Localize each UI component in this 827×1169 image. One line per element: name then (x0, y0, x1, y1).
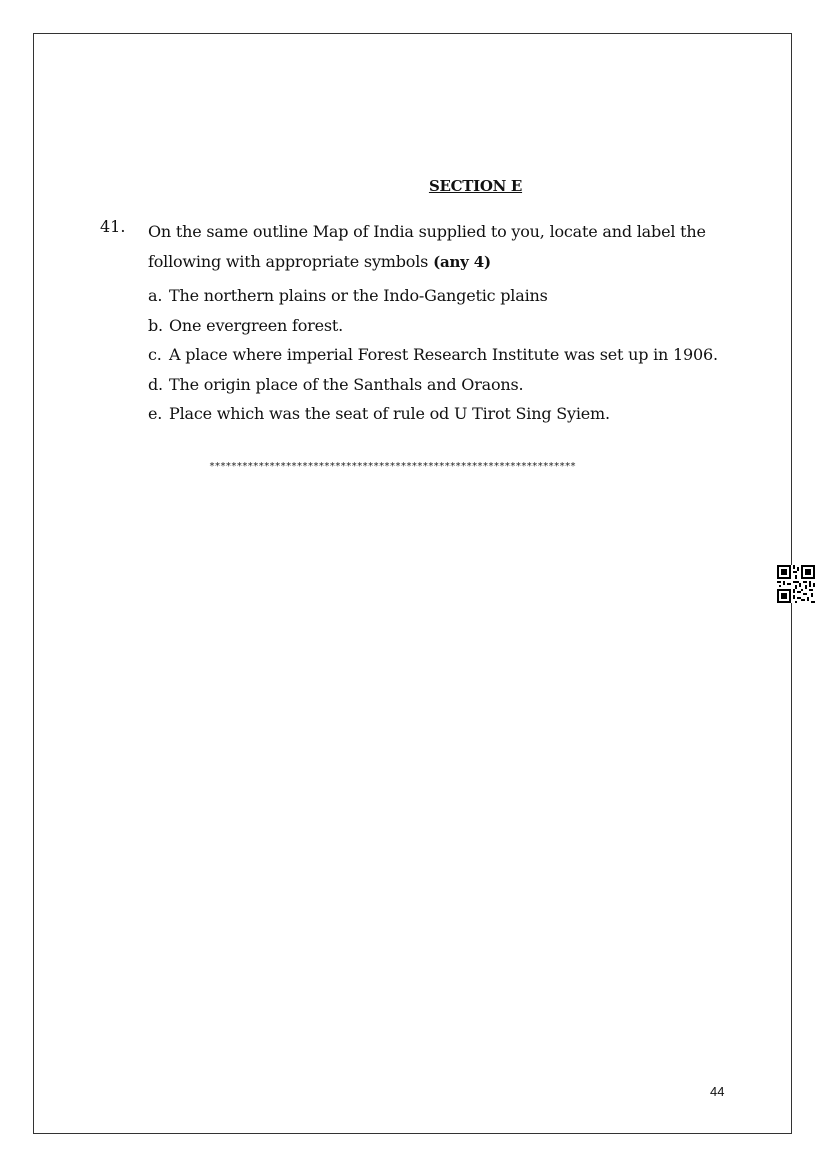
option-letter: a. (148, 286, 163, 305)
option-letter: e. (148, 404, 163, 423)
option-letter: d. (148, 374, 163, 394)
option-e (148, 403, 748, 433)
question-text (148, 217, 738, 277)
option-c (148, 344, 748, 374)
option-text: The northern plains or the Indo-Gangetic plains (169, 286, 548, 305)
option-a (148, 285, 748, 315)
option-b (148, 315, 748, 345)
option-letter: b. (148, 315, 163, 335)
option-text: One evergreen forest. (169, 315, 344, 335)
end-divider: ******************************************************************* (209, 461, 576, 472)
option-letter: c. (148, 345, 162, 364)
option-text: A place where imperial Forest Research Institute was set up in 1906. (169, 345, 718, 364)
page-number: 44 (710, 1084, 725, 1099)
question-number: 41. (100, 217, 126, 236)
question-text-bold: (any 4) (433, 253, 491, 271)
option-d (148, 374, 748, 404)
options-list (148, 285, 748, 433)
qr-code-icon (777, 565, 815, 603)
option-text: Place which was the seat of rule od U Tirot Sing Syiem. (169, 404, 610, 423)
page-border (33, 33, 792, 1134)
option-text: The origin place of the Santhals and Oraons. (169, 374, 524, 394)
question-text-main: On the same outline Map of India supplied to you, locate and label the following with appropriate symbols (148, 222, 706, 271)
section-title: SECTION E (428, 177, 523, 195)
